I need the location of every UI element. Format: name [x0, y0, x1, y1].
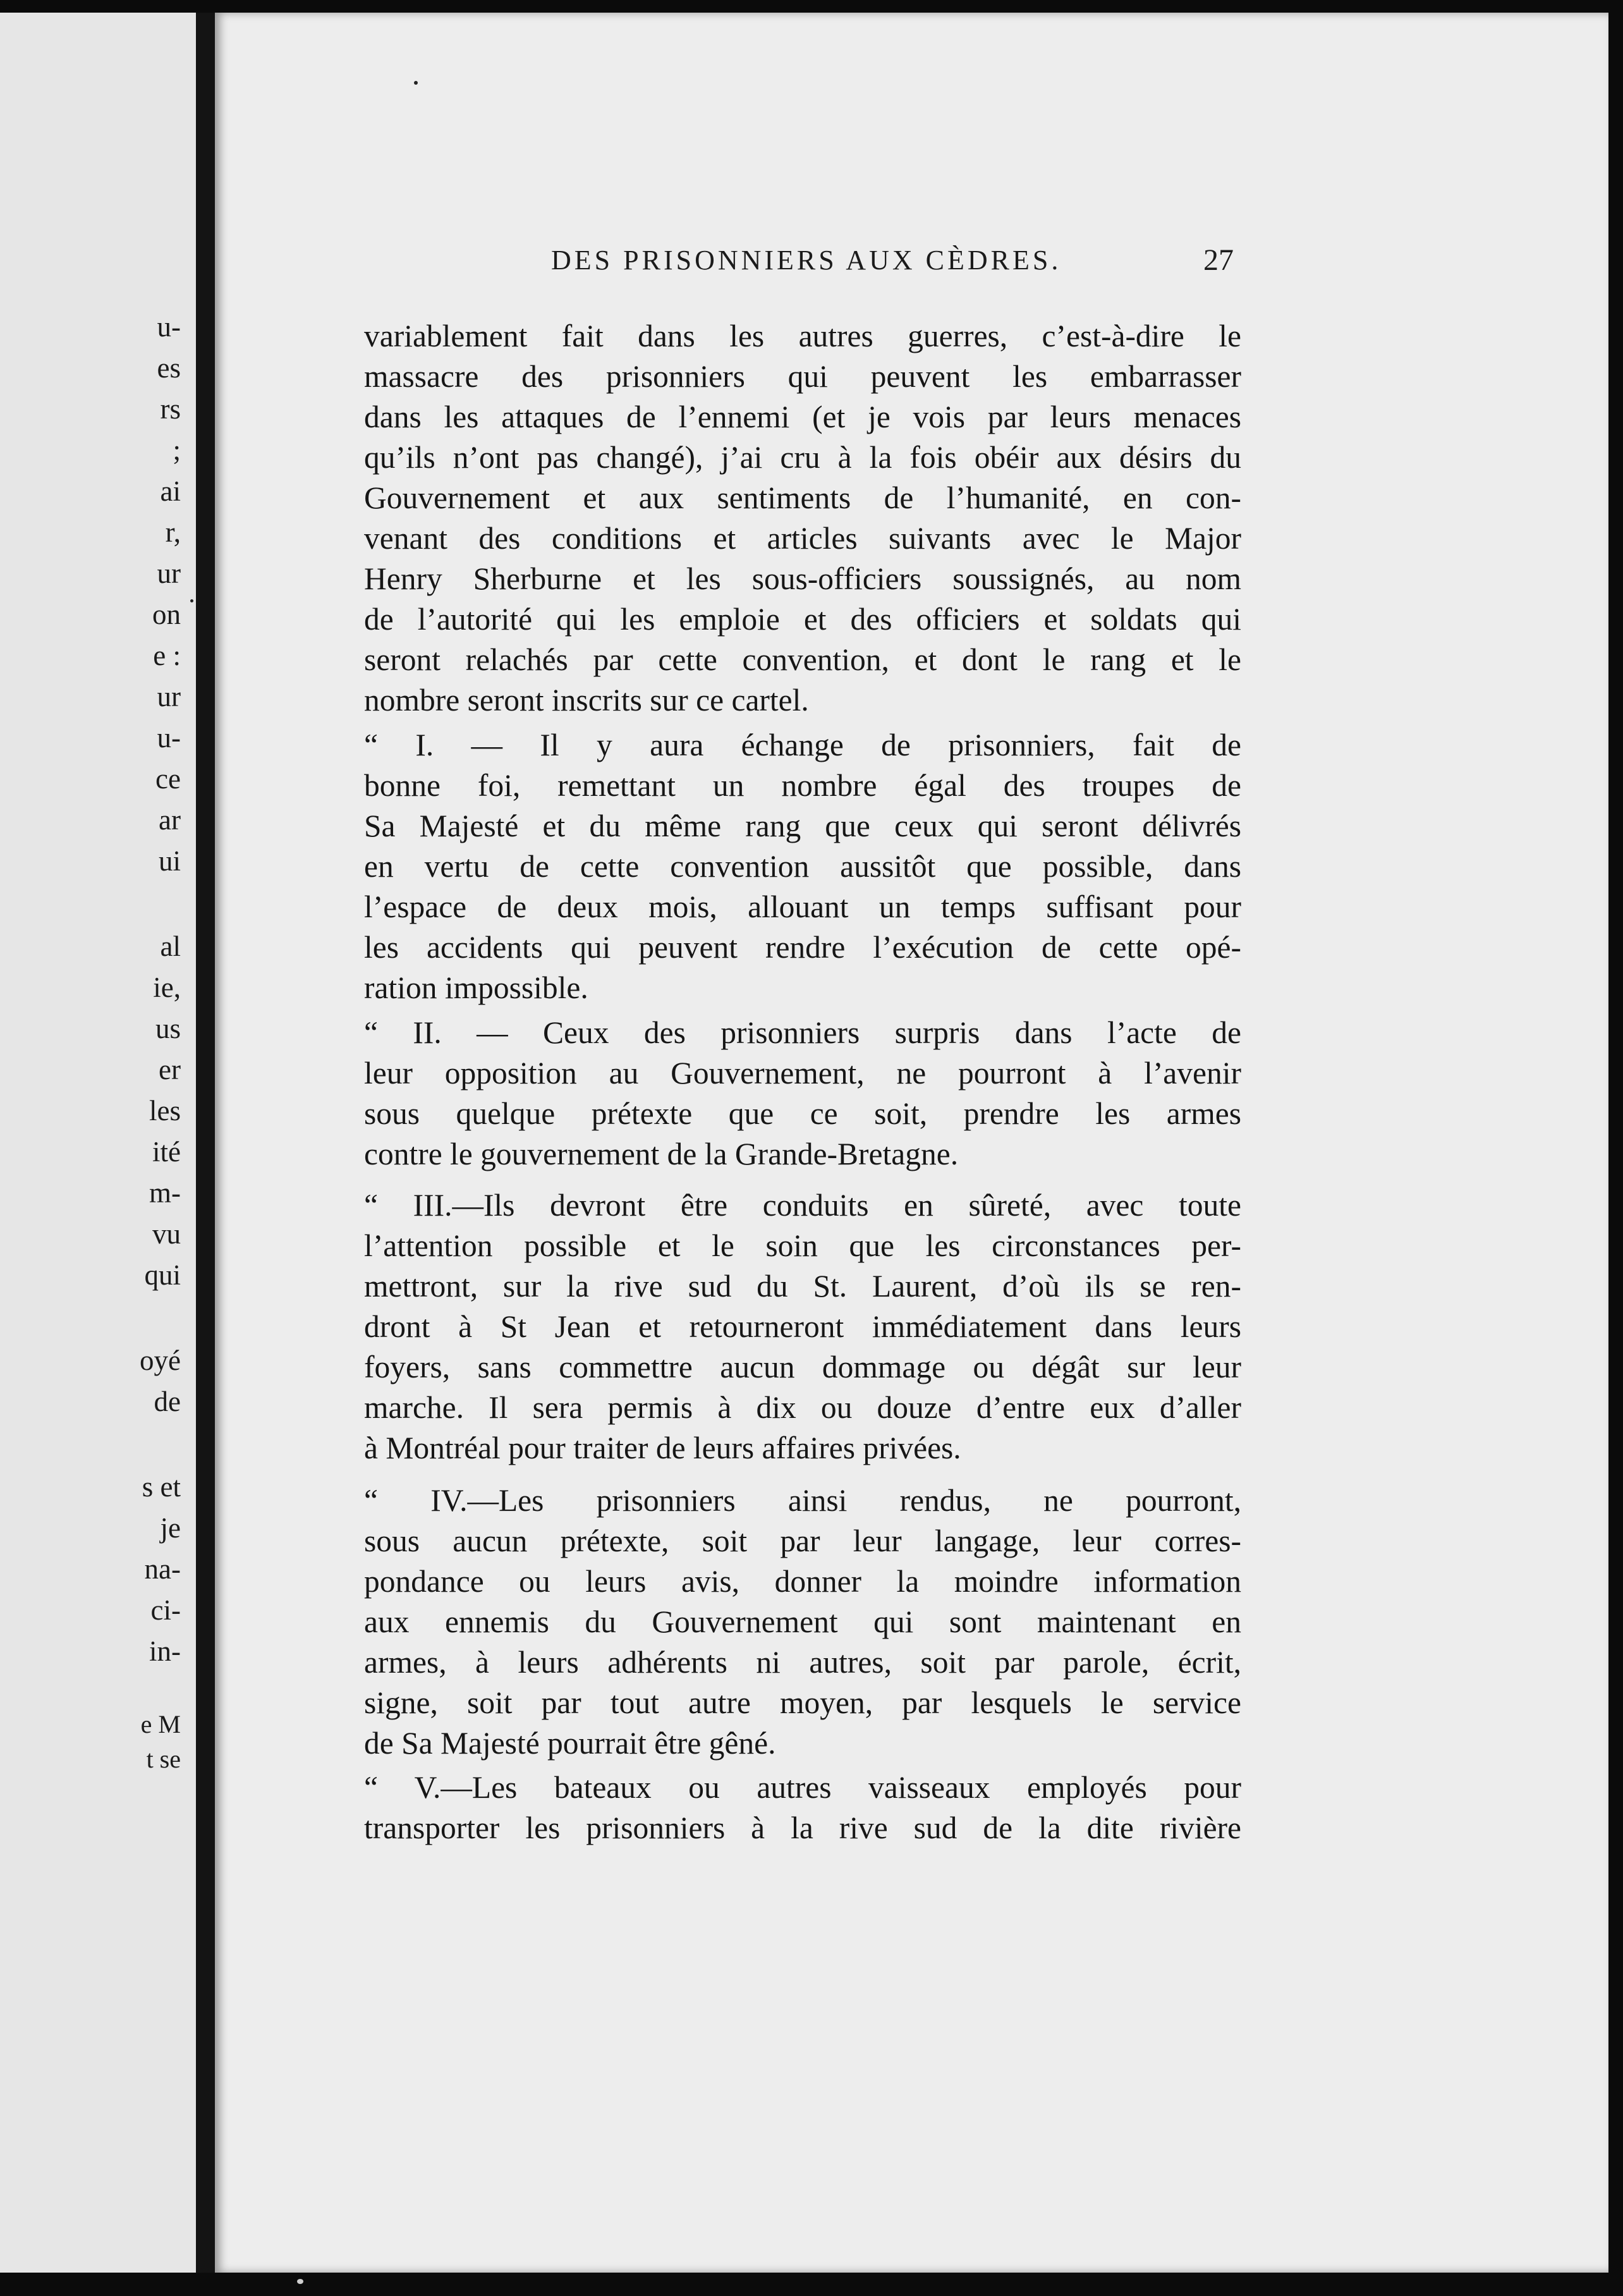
article-heading-line: “ III.—Ils devront être conduits en sûreté, avec toute — [364, 1188, 1241, 1223]
left-page-fragment: ar — [159, 804, 181, 836]
page-number: 27 — [1203, 243, 1234, 277]
left-page-fragment: ci- — [150, 1594, 181, 1626]
text-line: sous quelque prétexte que ce soit, prendre les armes — [364, 1096, 1241, 1131]
text-line: signe, soit par tout autre moyen, par lesquels le service — [364, 1685, 1241, 1720]
text-line: en vertu de cette convention aussitôt que possible, dans — [364, 849, 1241, 884]
left-page-fragment: al — [160, 931, 181, 962]
text-line: armes, à leurs adhérents ni autres, soit par parole, écrit, — [364, 1645, 1241, 1680]
text-line: dans les attaques de l’ennemi (et je vois par leurs menaces — [364, 400, 1241, 434]
left-page-fragment: oyé — [140, 1345, 181, 1376]
previous-page-edge — [0, 13, 196, 2273]
text-line: transporter les prisonniers à la rive sud de la dite rivière — [364, 1811, 1241, 1845]
left-page-fragment: in- — [149, 1635, 181, 1667]
article-heading-line: “ II. — Ceux des prisonniers surpris dans l’acte de — [364, 1015, 1241, 1050]
left-page-fragment: ie, — [153, 972, 181, 1003]
left-page-fragment: ité — [152, 1136, 181, 1168]
left-page-fragment: us — [155, 1013, 181, 1044]
left-page-fragment: rs — [160, 393, 181, 425]
left-page-fragment: na- — [144, 1553, 181, 1585]
text-line: marche. Il sera permis à dix ou douze d’entre eux d’aller — [364, 1390, 1241, 1425]
text-line: Sa Majesté et du même rang que ceux qui seront délivrés — [364, 809, 1241, 843]
text-line: à Montréal pour traiter de leurs affaires privées. — [364, 1431, 961, 1465]
left-page-fragment: er — [159, 1054, 181, 1085]
text-line: l’attention possible et le soin que les circonstances per- — [364, 1228, 1241, 1263]
left-page-fragment: les — [149, 1095, 181, 1127]
left-page-fragment: je — [160, 1512, 181, 1544]
text-line: leur opposition au Gouvernement, ne pourront à l’avenir — [364, 1056, 1241, 1090]
left-page-fragment: vu — [152, 1218, 181, 1250]
left-page-fragment: on — [152, 599, 181, 630]
text-line: aux ennemis du Gouvernement qui sont maintenant en — [364, 1604, 1241, 1639]
text-line: venant des conditions et articles suivants avec le Major — [364, 521, 1241, 556]
text-line: sous aucun prétexte, soit par leur langage, leur corres- — [364, 1524, 1241, 1558]
text-line: Henry Sherburne et les sous-officiers soussignés, au nom — [364, 561, 1241, 596]
left-page-fragment: t se — [146, 1745, 181, 1773]
left-page-fragment: ui — [158, 845, 181, 877]
text-line: contre le gouvernement de la Grande-Bretagne. — [364, 1137, 959, 1171]
text-line: de Sa Majesté pourrait être gêné. — [364, 1726, 776, 1761]
left-page-fragment: u- — [157, 311, 181, 343]
text-line: pondance ou leurs avis, donner la moindre information — [364, 1564, 1241, 1599]
text-line: Gouvernement et aux sentiments de l’humanité, en con- — [364, 480, 1241, 515]
article-heading-line: “ I. — Il y aura échange de prisonniers, fait de — [364, 728, 1241, 762]
running-head: DES PRISONNIERS AUX CÈDRES. — [551, 245, 1062, 276]
text-line: nombre seront inscrits sur ce cartel. — [364, 683, 809, 718]
book-gutter — [196, 13, 215, 2273]
left-page-fragment: ur — [157, 558, 181, 589]
left-page-fragment: r, — [165, 516, 181, 548]
left-page-fragment: u- — [157, 722, 181, 754]
text-line: ration impossible. — [364, 970, 588, 1005]
left-page-fragment: de — [154, 1386, 181, 1417]
left-page-fragment: ai — [160, 475, 181, 507]
left-page-fragment: s et — [142, 1471, 181, 1503]
text-line: bonne foi, remettant un nombre égal des troupes de — [364, 768, 1241, 803]
text-line: de l’autorité qui les emploie et des officiers et soldats qui — [364, 602, 1241, 637]
left-page-fragment: ; — [173, 434, 181, 466]
text-line: variablement fait dans les autres guerres, c’est-à-dire le — [364, 319, 1241, 353]
text-line: dront à St Jean et retourneront immédiatement dans leurs — [364, 1309, 1241, 1344]
text-line: qu’ils n’ont pas changé), j’ai cru à la fois obéir aux désirs du — [364, 440, 1241, 475]
left-page-fragment: e M — [140, 1710, 181, 1738]
text-line: massacre des prisonniers qui peuvent les embarrasser — [364, 359, 1241, 394]
left-page-fragment: ur — [157, 681, 181, 712]
left-page-fragment: ce — [155, 763, 181, 795]
text-line: les accidents qui peuvent rendre l’exécution de cette opé- — [364, 930, 1241, 965]
left-page-fragment: qui — [144, 1259, 181, 1291]
scan-speck — [297, 2279, 303, 2284]
left-page-fragment: e : — [153, 640, 181, 671]
text-line: l’espace de deux mois, allouant un temps suffisant pour — [364, 889, 1241, 924]
left-page-fragment: m- — [149, 1177, 181, 1209]
article-heading-line: “ IV.—Les prisonniers ainsi rendus, ne pourront, — [364, 1483, 1241, 1518]
text-line: seront relachés par cette convention, et dont le rang et le — [364, 642, 1241, 677]
left-page-fragment: es — [157, 352, 181, 384]
scan-speck — [414, 81, 418, 85]
text-line: foyers, sans commettre aucun dommage ou dégât sur leur — [364, 1350, 1241, 1384]
scan-speck — [190, 599, 193, 602]
text-line: mettront, sur la rive sud du St. Laurent, d’où ils se ren- — [364, 1269, 1241, 1304]
article-heading-line: “ V.—Les bateaux ou autres vaisseaux employés pour — [364, 1770, 1241, 1805]
